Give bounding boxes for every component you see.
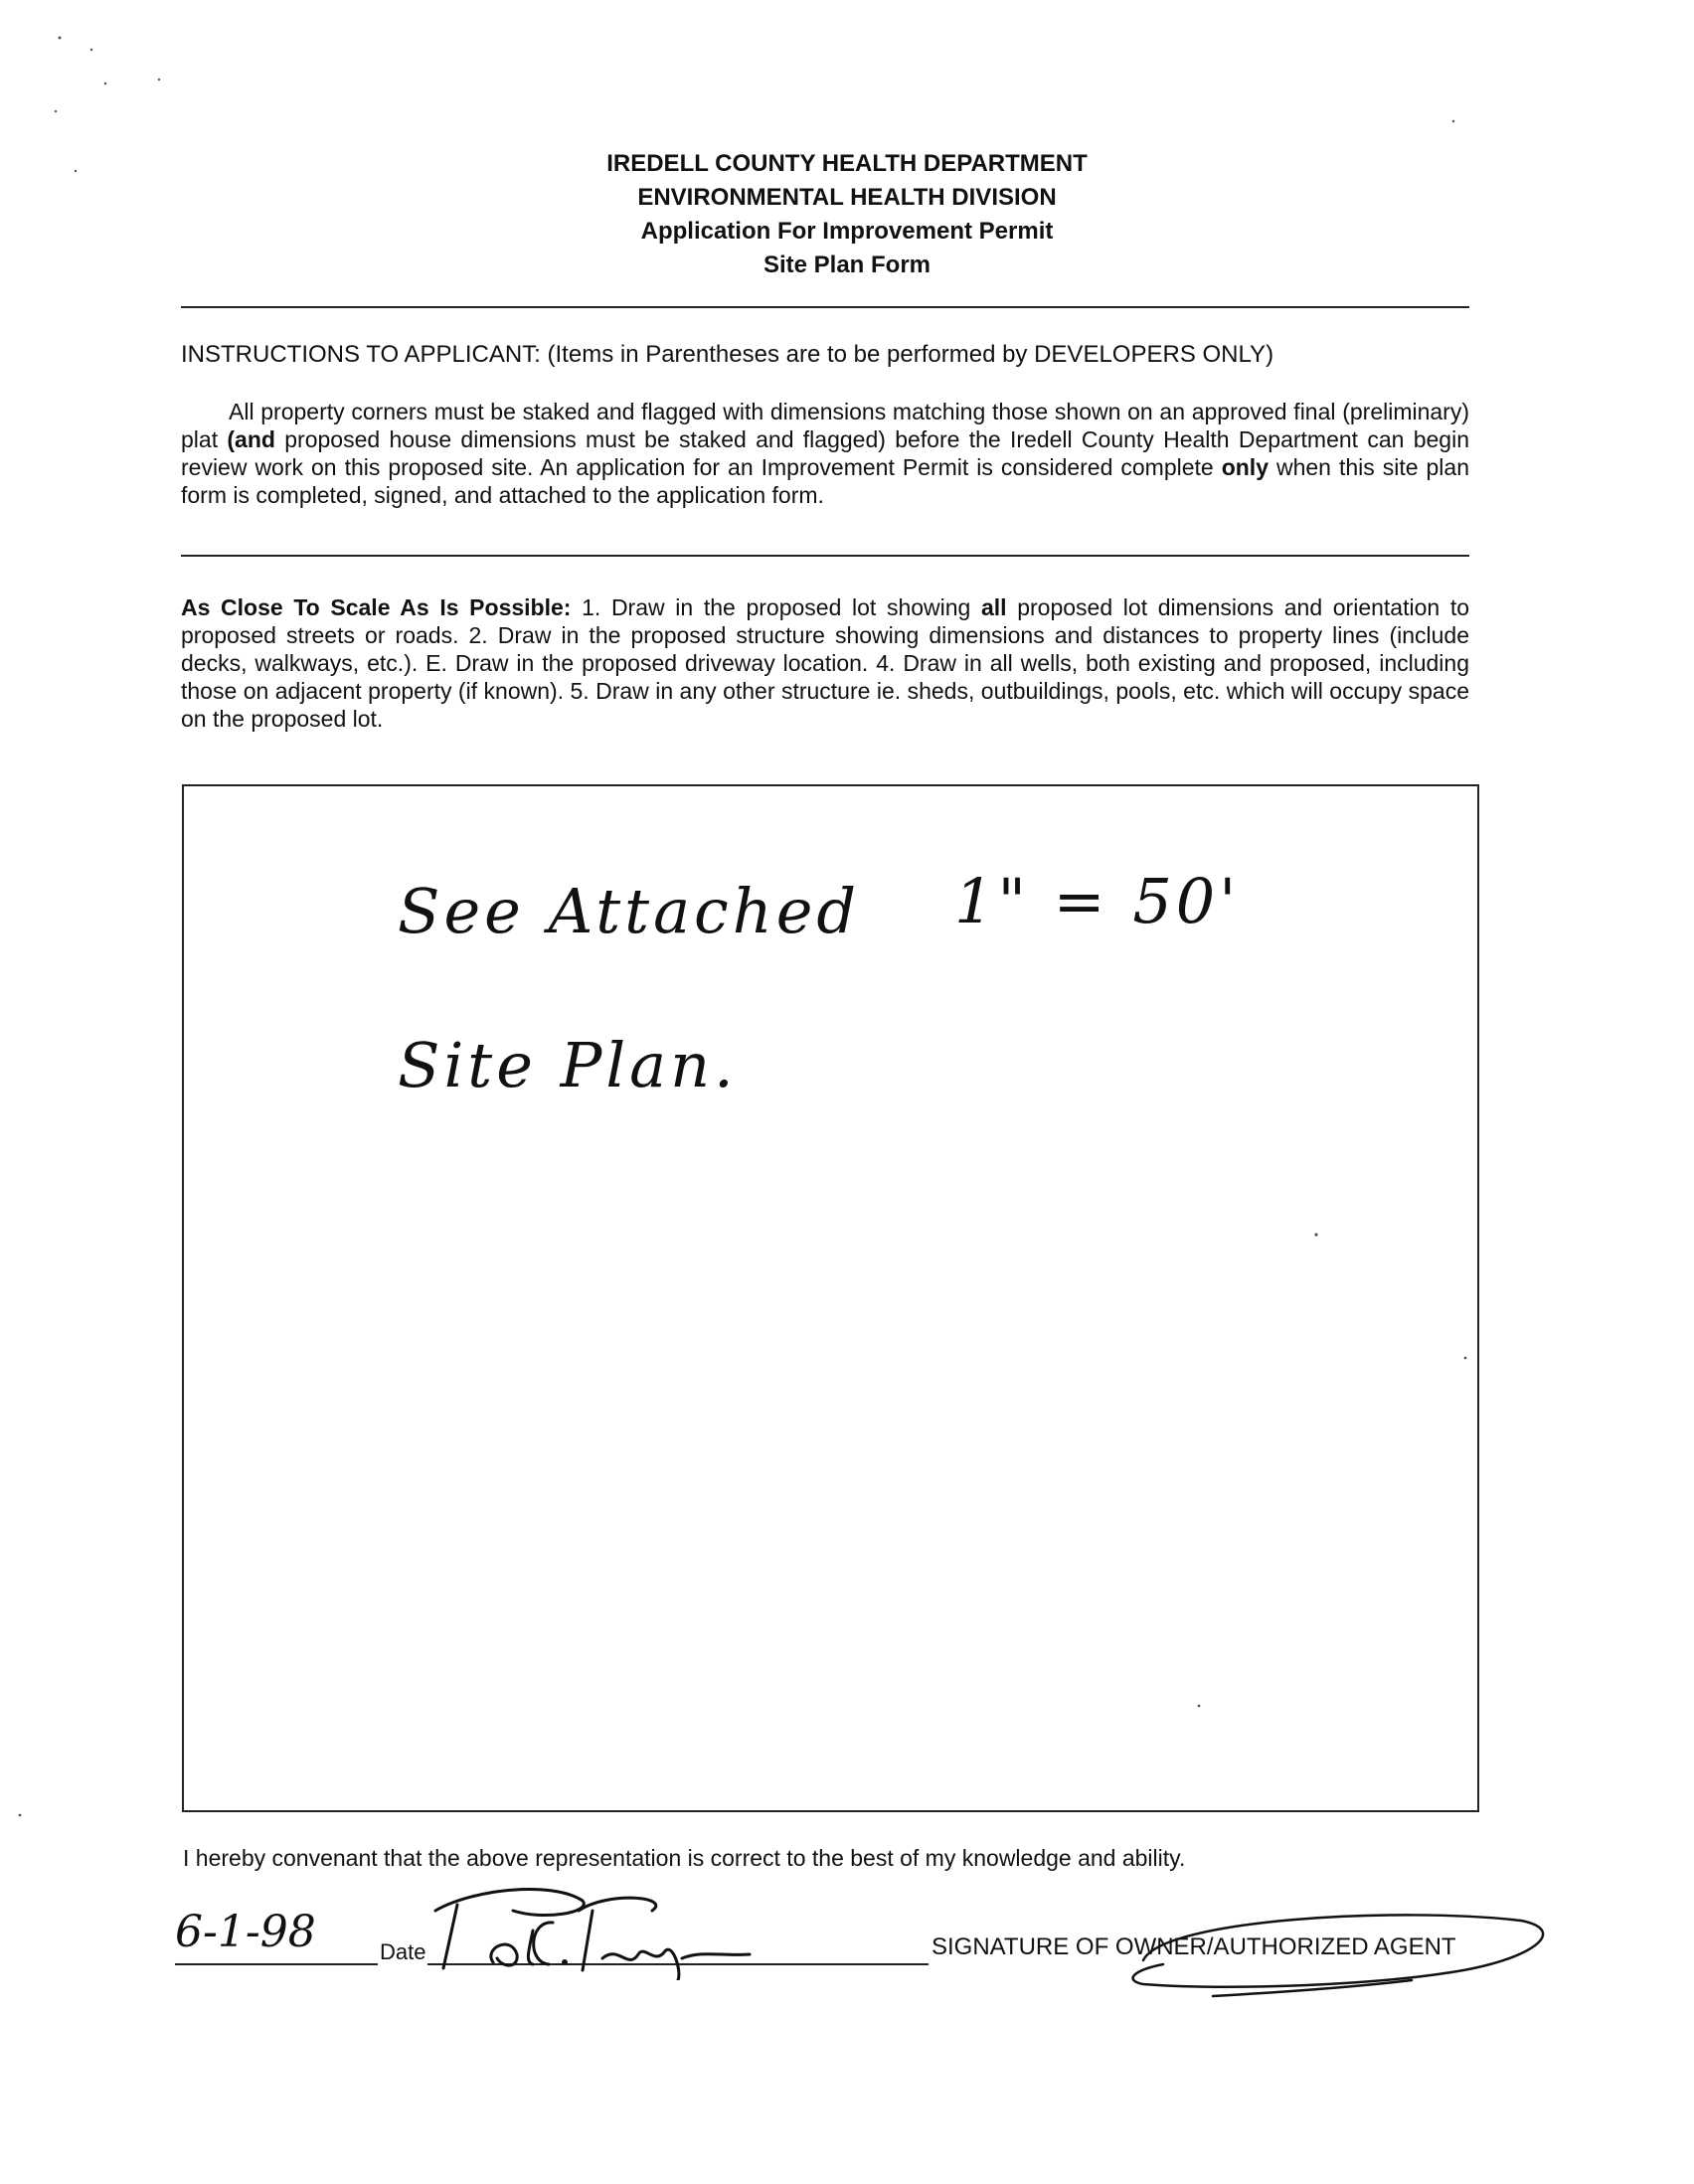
division-title: ENVIRONMENTAL HEALTH DIVISION xyxy=(637,184,1057,211)
signature-label: SIGNATURE OF OWNER/AUTHORIZED AGENT xyxy=(932,1933,1456,1960)
application-title: Application For Improvement Permit xyxy=(640,218,1054,245)
instructions-text-2: proposed house dimensions must be staked and flagged) before the Iredell County Health Department can begin review work on this proposed site. An application for an Improvement Permit is considered complete xyxy=(181,426,1469,480)
scale-lead: As Close To Scale As Is Possible: xyxy=(181,594,572,620)
form-header xyxy=(0,147,1694,282)
form-title: Site Plan Form xyxy=(762,252,932,278)
instructions-paragraph xyxy=(181,398,1469,509)
signature-flourish xyxy=(1103,1901,1561,2010)
date-label: Date xyxy=(380,1939,426,1964)
scale-text-1: 1. Draw in the proposed lot showing xyxy=(571,594,981,620)
instructions-divider xyxy=(181,555,1469,557)
certification-statement: I hereby convenant that the above representation is correct to the best of my knowledge and ability. xyxy=(183,1845,1186,1871)
handwritten-site-plan: Site Plan. xyxy=(398,1029,738,1101)
instructions-bold-only: only xyxy=(1221,454,1269,480)
department-title: IREDELL COUNTY HEALTH DEPARTMENT xyxy=(606,150,1088,177)
handwritten-signature xyxy=(433,1851,762,1980)
scale-bold-all: all xyxy=(981,594,1007,620)
scale-text-2: proposed lot dimensions and orientation to proposed streets or roads. 2. Draw in the proposed structure showing dimensions and distances to property lines (include decks, walkways, etc.). E. Draw in the proposed driveway location. 4. Draw in all wells, both existing and proposed, including those on adjacent property (if known). 5. Draw in any other structure ie. sheds, outbuildings, pools, etc. which will occupy space on the proposed lot. xyxy=(181,594,1470,732)
instructions-bold-and: (and xyxy=(227,426,275,452)
handwritten-see-attached: See Attached xyxy=(398,875,861,947)
instructions-heading: INSTRUCTIONS TO APPLICANT: (Items in Parentheses are to be performed by DEVELOPERS ONLY) xyxy=(181,341,1274,368)
instructions-text-1: All property corners must be staked and flagged with dimensions matching those shown on an approved final (preliminary) plat xyxy=(181,399,1469,452)
instructions-text-3: when this site plan form is completed, signed, and attached to the application form. xyxy=(181,454,1469,508)
scale-instructions-paragraph xyxy=(181,593,1469,733)
header-divider xyxy=(181,306,1469,308)
handwritten-scale: 1" = 50' xyxy=(954,865,1241,937)
handwritten-date: 6-1-98 xyxy=(175,1907,316,1957)
